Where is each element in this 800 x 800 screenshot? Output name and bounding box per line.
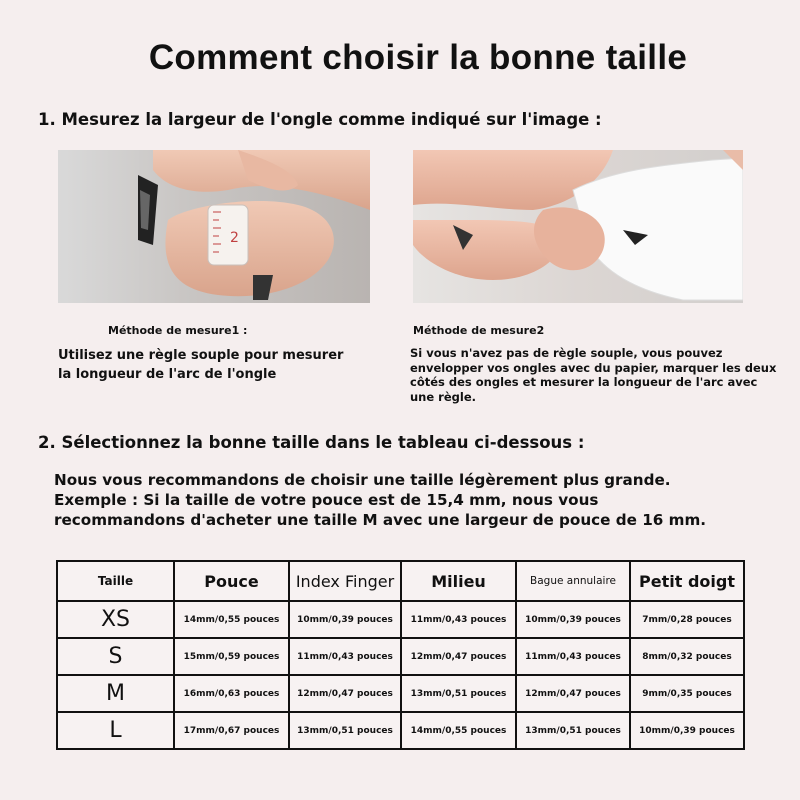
paper-wrap-photo xyxy=(413,150,743,303)
header-pinky: Petit doigt xyxy=(630,561,744,601)
table-cell: 8mm/0,32 pouces xyxy=(630,638,744,675)
svg-text:2: 2 xyxy=(230,230,239,246)
header-index: Index Finger xyxy=(289,561,401,601)
table-cell: 16mm/0,63 pouces xyxy=(174,675,289,712)
table-cell: 11mm/0,43 pouces xyxy=(401,601,516,638)
size-cell: L xyxy=(57,712,174,749)
recommendation-line: recommandons d'acheter une taille M avec une largeur de pouce de 16 mm. xyxy=(54,511,707,529)
table-cell: 9mm/0,35 pouces xyxy=(630,675,744,712)
table-row xyxy=(57,601,744,638)
table-cell: 7mm/0,28 pouces xyxy=(630,601,744,638)
table-cell: 13mm/0,51 pouces xyxy=(516,712,630,749)
table-cell: 11mm/0,43 pouces xyxy=(289,638,401,675)
table-cell: 10mm/0,39 pouces xyxy=(289,601,401,638)
page-title: Comment choisir la bonne taille xyxy=(148,38,688,77)
table-cell: 13mm/0,51 pouces xyxy=(401,675,516,712)
header-size: Taille xyxy=(57,561,174,601)
table-cell: 12mm/0,47 pouces xyxy=(516,675,630,712)
size-cell: M xyxy=(57,675,174,712)
size-table xyxy=(56,560,745,750)
table-cell: 17mm/0,67 pouces xyxy=(174,712,289,749)
table-cell: 10mm/0,39 pouces xyxy=(516,601,630,638)
measure-tape-photo xyxy=(58,150,370,303)
table-cell: 12mm/0,47 pouces xyxy=(401,638,516,675)
table-cell: 14mm/0,55 pouces xyxy=(401,712,516,749)
table-row xyxy=(57,712,744,749)
table-cell: 10mm/0,39 pouces xyxy=(630,712,744,749)
header-ring: Bague annulaire xyxy=(516,561,630,601)
method2-description: Si vous n'avez pas de règle souple, vous pouvez envelopper vos ongles avec du papier, marquer les deux côtés des ongles et mesurer la longueur de l'arc avec une règle. xyxy=(410,346,777,404)
table-cell: 15mm/0,59 pouces xyxy=(174,638,289,675)
table-cell: 12mm/0,47 pouces xyxy=(289,675,401,712)
table-header-row xyxy=(57,561,744,601)
header-thumb: Pouce xyxy=(174,561,289,601)
recommendation-line: Nous vous recommandons de choisir une taille légèrement plus grande. xyxy=(54,471,671,489)
method1-description: Utilisez une règle souple pour mesurer la longueur de l'arc de l'ongle xyxy=(58,348,344,382)
method1-label: Méthode de mesure1 : xyxy=(108,324,248,337)
table-cell: 14mm/0,55 pouces xyxy=(174,601,289,638)
size-cell: XS xyxy=(57,601,174,638)
recommendation-text xyxy=(54,470,774,530)
step1-heading: 1. Mesurez la largeur de l'ongle comme indiqué sur l'image : xyxy=(38,110,602,129)
table-row xyxy=(57,638,744,675)
measure-tape-illustration xyxy=(58,150,370,303)
table-cell: 11mm/0,43 pouces xyxy=(516,638,630,675)
header-middle: Milieu xyxy=(401,561,516,601)
method2-label: Méthode de mesure2 xyxy=(413,324,545,337)
recommendation-line: Exemple : Si la taille de votre pouce est de 15,4 mm, nous vous xyxy=(54,491,599,509)
size-cell: S xyxy=(57,638,174,675)
step2-heading: 2. Sélectionnez la bonne taille dans le tableau ci-dessous : xyxy=(38,433,585,452)
table-row xyxy=(57,675,744,712)
table-cell: 13mm/0,51 pouces xyxy=(289,712,401,749)
paper-wrap-illustration xyxy=(413,150,743,303)
